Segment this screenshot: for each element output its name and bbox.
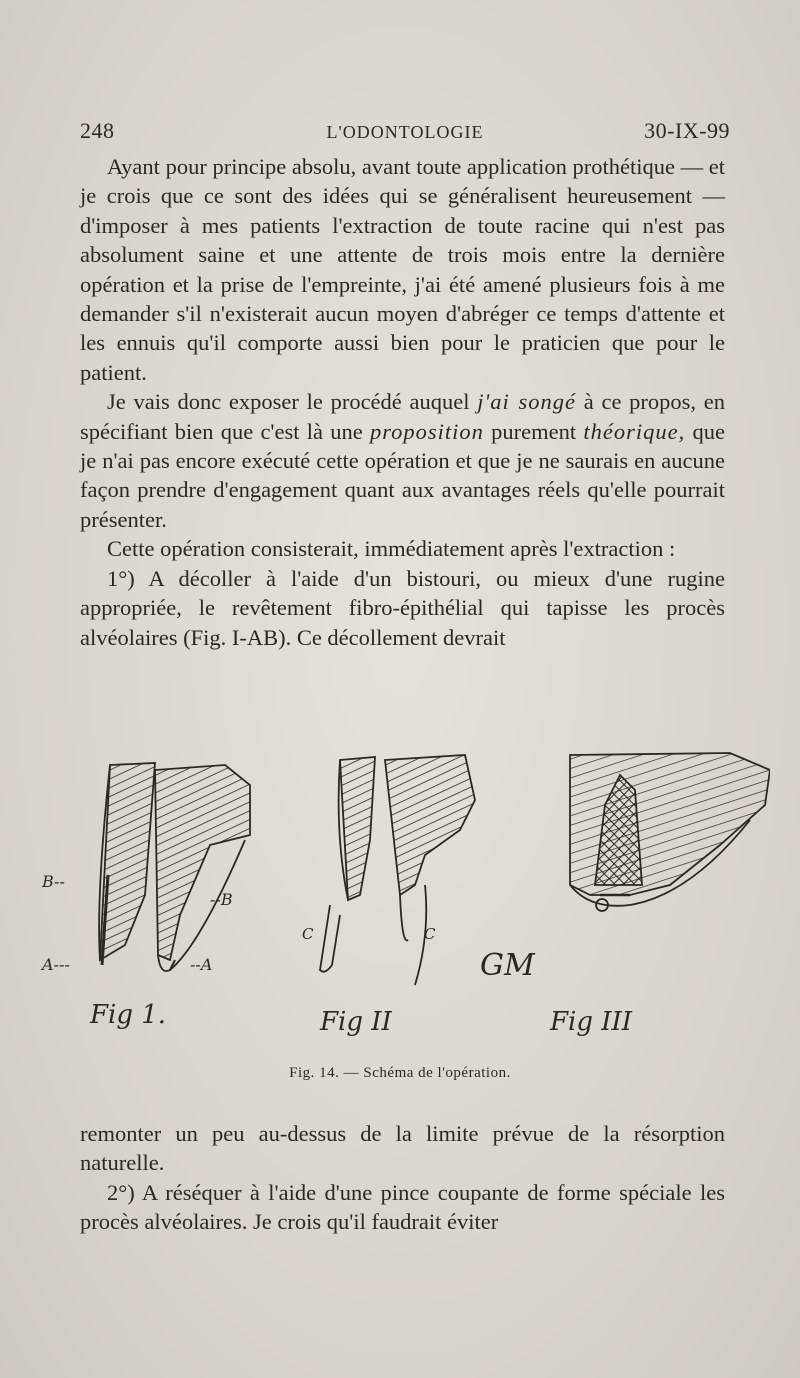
emphasis: théorique, — [583, 418, 686, 444]
fig-1-label-a-right: --A — [190, 955, 213, 974]
body-text-top — [80, 152, 725, 652]
fig-2-label-c-left: C — [302, 925, 314, 943]
paragraph: Cette opération consisterait, immédiatement après l'extraction : — [107, 536, 676, 562]
paragraph: 2°) A réséquer à l'aide d'une pince coupante de forme spéciale les procès alvéolaires. Je crois qu'il faudrait éviter — [80, 1179, 725, 1235]
fig-3-drawing — [570, 753, 770, 911]
fig-1-label-b-left: B-- — [42, 872, 65, 891]
fig-1-label: Fig 1. — [90, 1000, 167, 1030]
paragraph: remonter un peu au-dessus de la limite prévue de la résorption naturelle. — [80, 1121, 725, 1176]
paragraph: 1°) A décoller à l'aide d'un bistouri, ou mieux d'une rugine appropriée, le revêtement fibro-épithélial qui tapisse les procès alvéolaires (Fig. I-AB). Ce décollement devrait — [80, 565, 725, 650]
figure-caption: Fig. 14. — Schéma de l'opération. — [289, 1065, 511, 1081]
fig-3-label: Fig III — [550, 1007, 633, 1037]
figure-operation-schema — [30, 745, 770, 1060]
emphasis: j'ai songé — [477, 389, 577, 415]
running-header — [80, 118, 730, 148]
body-text-bottom — [80, 1119, 725, 1237]
fig-1-label-b-right: --B — [210, 890, 233, 909]
paragraph: Ayant pour principe absolu, avant toute application prothétique — et je crois que ce sont des idées qui se généralisent heureusement — d'imposer à mes patients l'extraction de toute racine qui n'est pas absolument saine et une attente de trois mois entre la dernière opération et la prise de l'empreinte, j'ai été amené plusieurs fois à me demander s'il n'existerait aucun moyen d'abréger ce temps d'attente et les ennuis qu'il comporte aussi bien pour le praticien que pour le patient. — [80, 154, 725, 385]
paragraph: Je vais donc exposer le procédé auquel j'ai songé à ce propos, en spécifiant bien que c'est là une proposition purement théorique, que je n'ai pas encore exécuté cette opération et que je ne saurais en aucune façon prendre d'engagement quant aux avantages réels qu'elle pourrait présenter. — [80, 389, 725, 532]
fig-2-drawing — [320, 755, 475, 985]
page-number: 248 — [80, 118, 115, 143]
fig-2-label-c-right: C — [424, 925, 436, 943]
issue-date: 30-IX-99 — [644, 118, 730, 143]
artist-signature: GM — [480, 948, 535, 983]
fig-1-drawing — [99, 763, 250, 971]
fig-2-label: Fig II — [320, 1007, 392, 1037]
journal-title: L'ODONTOLOGIE — [326, 122, 484, 142]
emphasis: proposition — [369, 418, 484, 444]
figure-drawing — [30, 745, 770, 1060]
fig-1-label-a-left: A--- — [42, 955, 70, 974]
